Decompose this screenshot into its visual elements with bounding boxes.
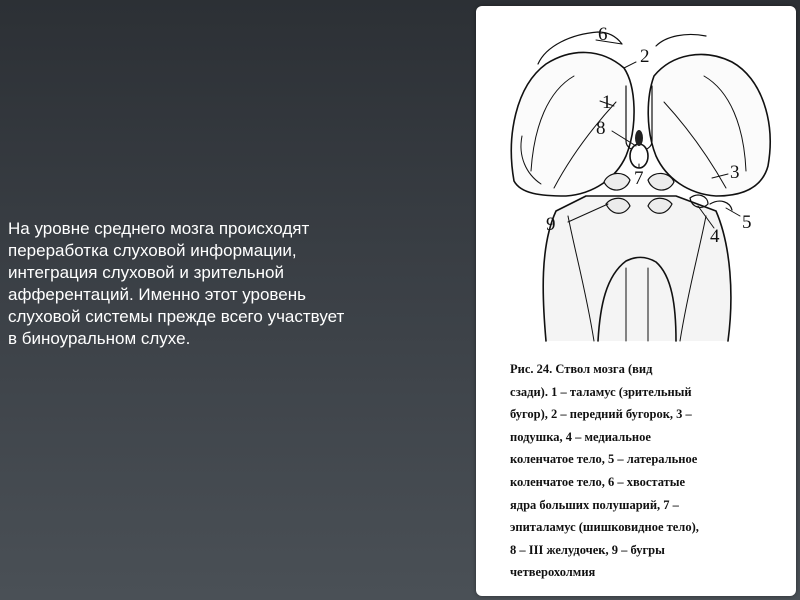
caption-line: бугор), 2 – передний бугорок, 3 – — [510, 407, 692, 422]
caption-line: коленчатое тело, 5 – латеральное — [510, 452, 698, 467]
slide-body-text — [8, 218, 468, 350]
caption-line: четверохолмия — [510, 565, 596, 580]
marker-7: 7 — [634, 168, 644, 189]
text-line: в биноуральном слухе. — [8, 329, 191, 348]
marker-1: 1 — [602, 92, 612, 113]
caption-line: эпиталамус (шишковидное тело), — [510, 520, 699, 535]
text-line: интеграция слуховой и зрительной — [8, 263, 284, 282]
marker-4: 4 — [710, 226, 720, 247]
caption-line: сзади). 1 – таламус (зрительный — [510, 384, 692, 399]
caption-line: Рис. 24. Ствол мозга (вид — [510, 362, 653, 376]
marker-2: 2 — [640, 46, 650, 67]
text-line: На уровне среднего мозга происходят — [8, 219, 310, 238]
caption-line: подушка, 4 – медиальное — [510, 429, 651, 444]
marker-3: 3 — [730, 162, 740, 183]
marker-6: 6 — [598, 24, 608, 45]
figure-card — [476, 6, 796, 596]
text-line: слуховой системы прежде всего участвует — [8, 307, 345, 326]
text-line: переработка слуховой информации, — [8, 241, 297, 260]
marker-9: 9 — [546, 214, 556, 235]
caption-line: 8 – III желудочек, 9 – бугры — [510, 542, 665, 557]
caption-line: коленчатое тело, 6 – хвостатые — [510, 474, 686, 489]
figure-caption — [510, 358, 790, 584]
brainstem-illustration — [476, 6, 796, 356]
marker-8: 8 — [596, 118, 606, 139]
caption-line: ядра больших полушарий, 7 – — [510, 497, 679, 512]
text-line: афферентаций. Именно этот уровень — [8, 285, 306, 304]
marker-5: 5 — [742, 212, 752, 233]
